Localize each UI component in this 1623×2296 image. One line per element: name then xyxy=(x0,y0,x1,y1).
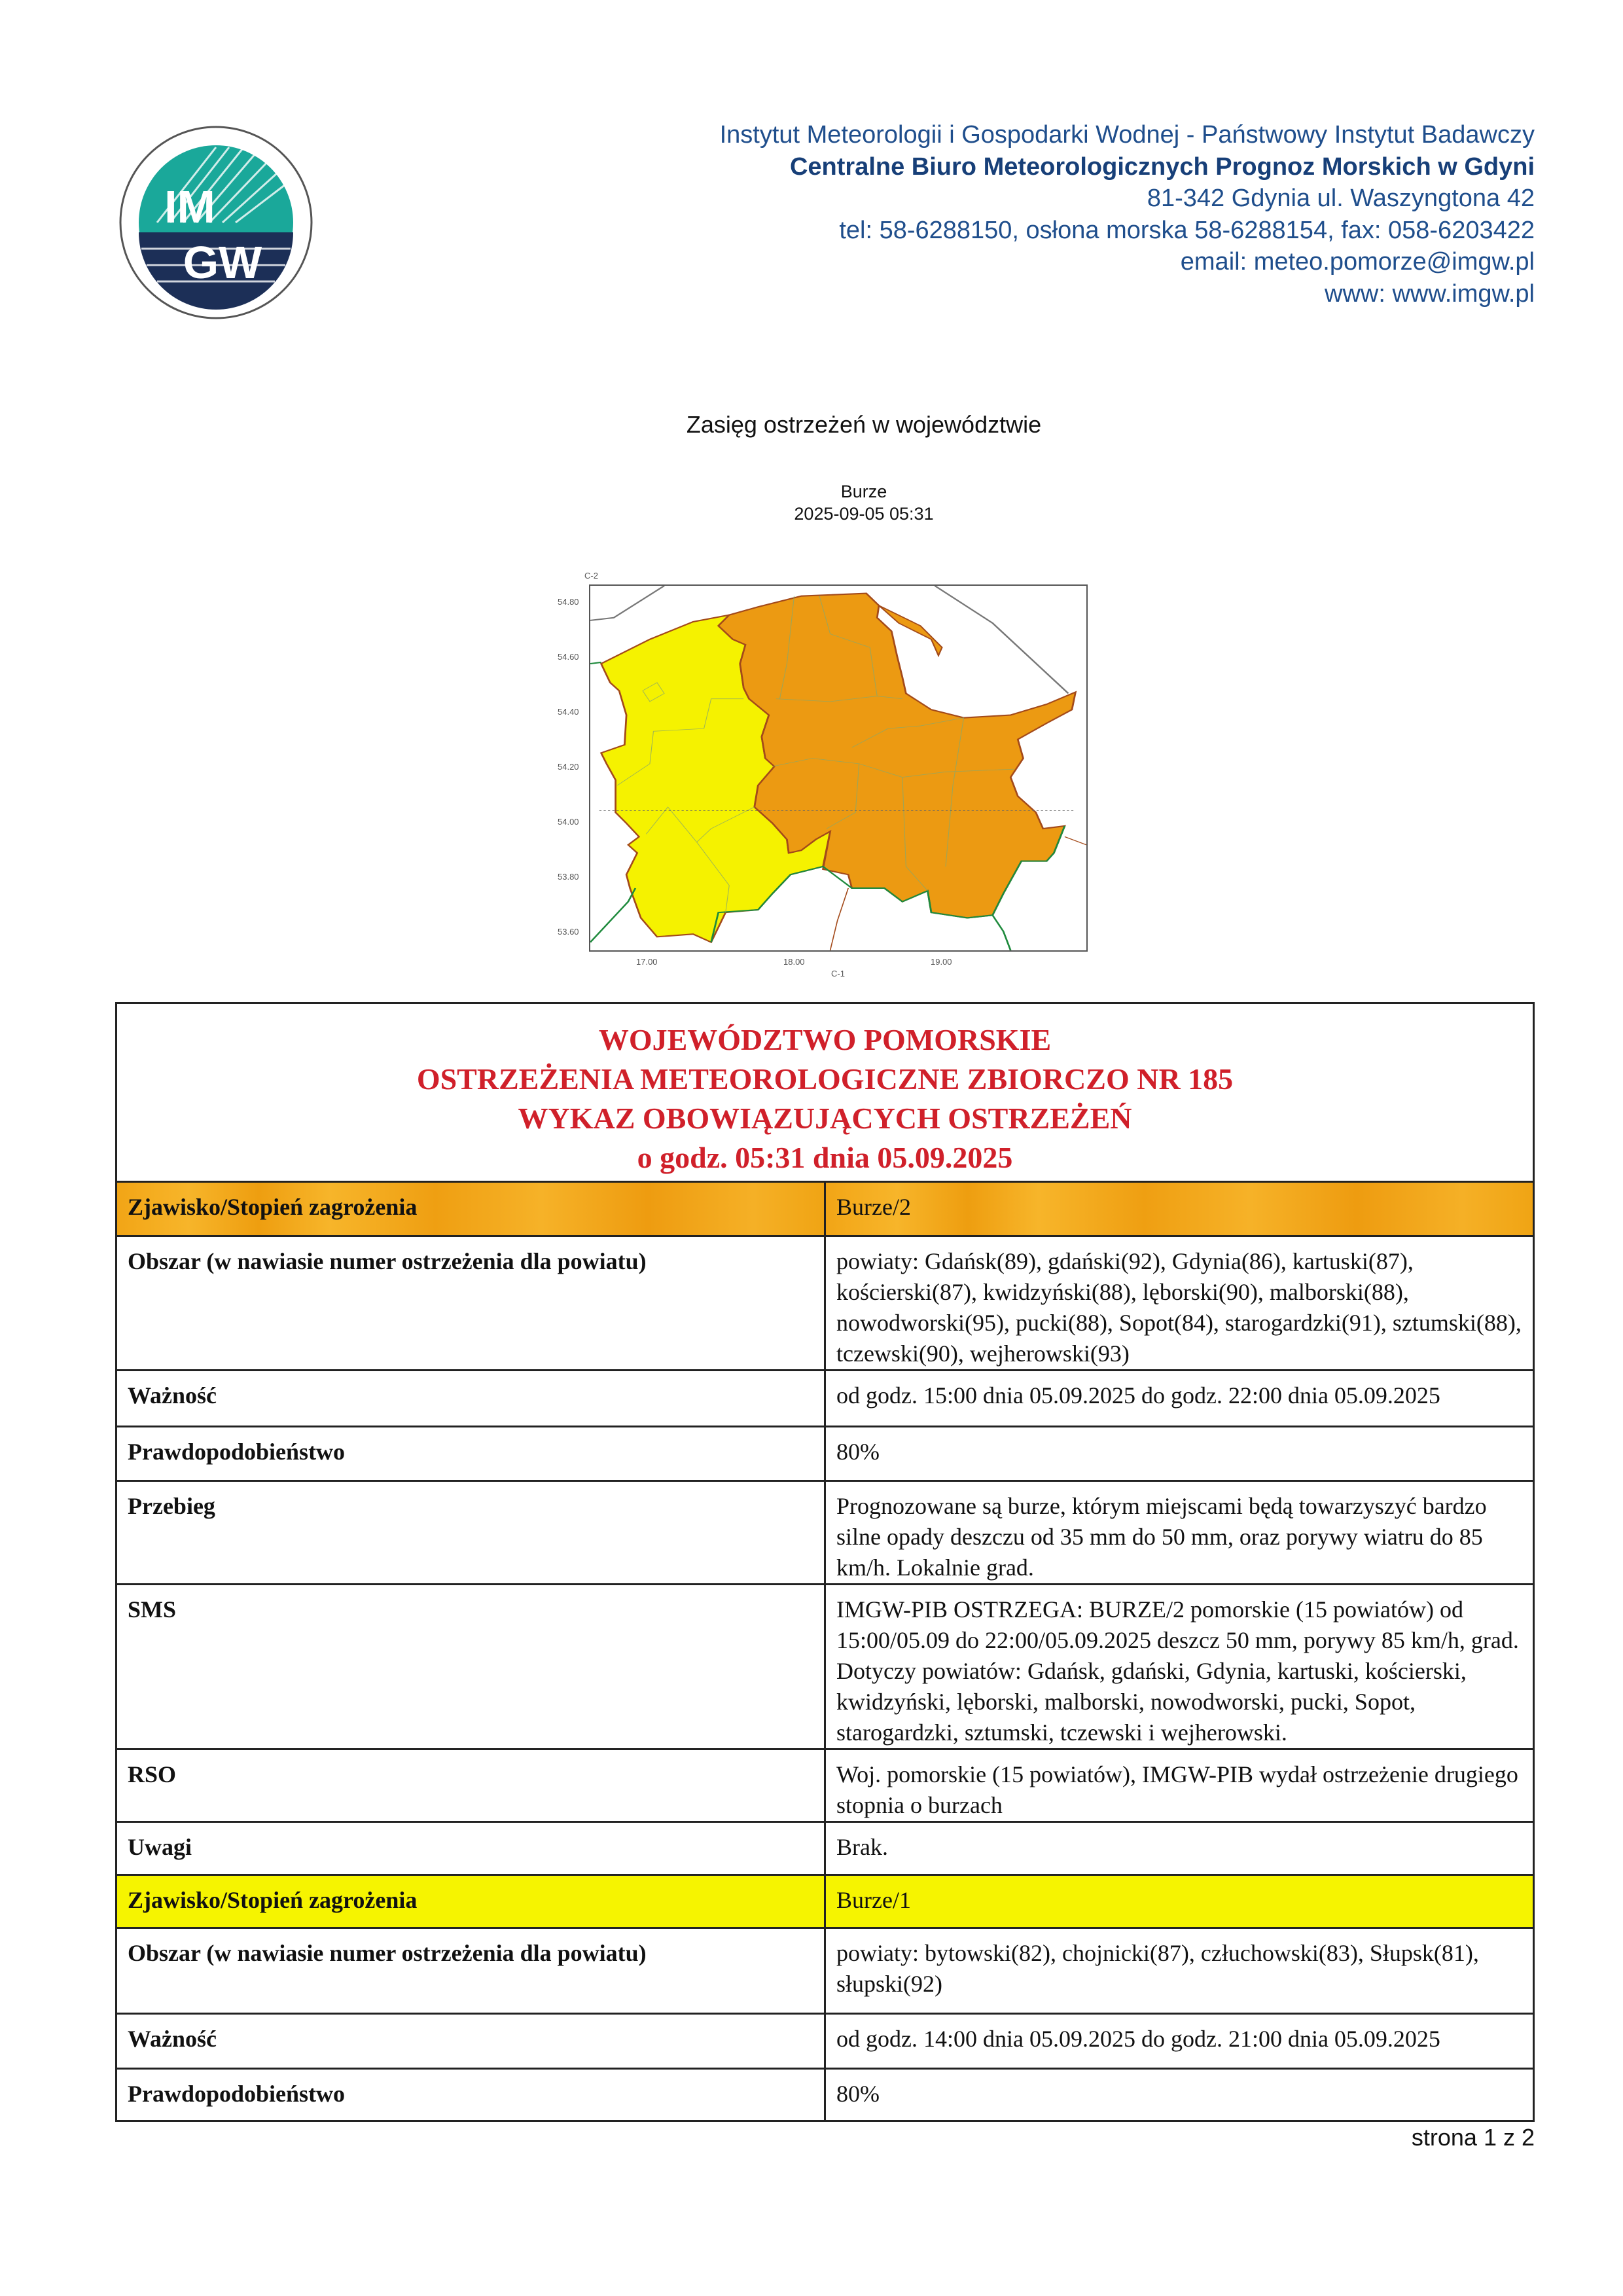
row-label: Prawdopodobieństwo xyxy=(116,2069,825,2121)
table-row xyxy=(116,1928,1534,2014)
table-row xyxy=(116,1749,1534,1822)
row-label: Zjawisko/Stopień zagrożenia xyxy=(116,1182,825,1236)
title-line: WOJEWÓDZTWO POMORSKIE xyxy=(598,1023,1052,1056)
map-x-tick: 17.00 xyxy=(636,957,658,967)
row-value: od godz. 14:00 dnia 05.09.2025 do godz. 21:00 dnia 05.09.2025 xyxy=(825,2014,1534,2069)
row-value: 80% xyxy=(825,2069,1534,2121)
map-phenomenon: Burze xyxy=(840,482,887,501)
table-row xyxy=(116,1875,1534,1928)
table-row xyxy=(116,1585,1534,1749)
row-label: Obszar (w nawiasie numer ostrzeżenia dla powiatu) xyxy=(116,1928,825,2014)
institution-header xyxy=(720,119,1535,310)
table-row xyxy=(116,1371,1534,1427)
table-row xyxy=(116,1182,1534,1236)
table-row xyxy=(116,1236,1534,1371)
table-row xyxy=(116,1822,1534,1875)
map-y-axis-label: C-2 xyxy=(584,571,598,581)
row-label: Obszar (w nawiasie numer ostrzeżenia dla powiatu) xyxy=(116,1236,825,1371)
row-label: Prawdopodobieństwo xyxy=(116,1427,825,1481)
row-label: Zjawisko/Stopień zagrożenia xyxy=(116,1875,825,1928)
row-label: Przebieg xyxy=(116,1481,825,1585)
map-x-axis-label: C-1 xyxy=(831,969,845,978)
table-title-row xyxy=(116,1003,1534,1182)
map-y-tick: 53.80 xyxy=(558,872,579,882)
address: 81-342 Gdynia ul. Waszyngtona 42 xyxy=(1147,185,1535,212)
email: email: meteo.pomorze@imgw.pl xyxy=(1180,248,1535,276)
row-value: Brak. xyxy=(825,1822,1534,1875)
table-row xyxy=(116,1427,1534,1481)
map-y-tick: 54.20 xyxy=(558,762,579,772)
map-subtitle xyxy=(0,480,1623,525)
table-row xyxy=(116,2014,1534,2069)
row-label: RSO xyxy=(116,1749,825,1822)
map-x-tick: 19.00 xyxy=(931,957,952,967)
title-line: WYKAZ OBOWIĄZUJĄCYCH OSTRZEŻEŃ xyxy=(518,1102,1132,1135)
row-label: SMS xyxy=(116,1585,825,1749)
table-row xyxy=(116,1481,1534,1585)
table-row xyxy=(116,2069,1534,2121)
map-y-tick: 54.80 xyxy=(558,597,579,607)
row-label: Ważność xyxy=(116,1371,825,1427)
row-label: Uwagi xyxy=(116,1822,825,1875)
warning-map xyxy=(589,584,1088,952)
row-value: IMGW-PIB OSTRZEGA: BURZE/2 pomorskie (15 powiatów) od 15:00/05.09 do 22:00/05.09.2025 deszcz 50 mm, porywy 85 km/h, grad. Dotyczy powiatów: Gdańsk, gdański, Gdynia, kartuski, kościerski, kwidzyński, lęborski, malborski, nowodworski, pucki, Sopot, starogardzki, sztumski, tczewski i wejherowski. xyxy=(825,1585,1534,1749)
institute-name: Instytut Meteorologii i Gospodarki Wodnej - Państwowy Instytut Badawczy xyxy=(719,121,1535,149)
row-value: od godz. 15:00 dnia 05.09.2025 do godz. 22:00 dnia 05.09.2025 xyxy=(825,1371,1534,1427)
map-x-tick: 18.00 xyxy=(783,957,805,967)
row-value: 80% xyxy=(825,1427,1534,1481)
map-y-tick: 54.40 xyxy=(558,707,579,717)
map-y-tick: 54.60 xyxy=(558,652,579,662)
row-label: Ważność xyxy=(116,2014,825,2069)
phone: tel: 58-6288150, osłona morska 58-6288154, fax: 058-6203422 xyxy=(839,216,1535,244)
row-value: powiaty: Gdańsk(89), gdański(92), Gdynia(86), kartuski(87), kościerski(87), kwidzyński(88), lęborski(90), malborski(88), nowodworski(95), pucki(88), Sopot(84), starogardzki(91), sztumski(88), tczewski(90), wejherowski(93) xyxy=(825,1236,1534,1371)
map-y-tick: 53.60 xyxy=(558,927,579,937)
row-value: powiaty: bytowski(82), chojnicki(87), człuchowski(83), Słupsk(81), słupski(92) xyxy=(825,1928,1534,2014)
row-value: Woj. pomorskie (15 powiatów), IMGW-PIB wydał ostrzeżenie drugiego stopnia o burzach xyxy=(825,1749,1534,1822)
row-value: Burze/1 xyxy=(825,1875,1534,1928)
svg-text:IM: IM xyxy=(164,181,215,232)
row-value: Prognozowane są burze, którym miejscami będą towarzyszyć bardzo silne opady deszczu od 35 mm do 50 mm, oraz porywy wiatru do 85 km/h. Lokalnie grad. xyxy=(825,1481,1534,1585)
table-title xyxy=(116,1003,1534,1182)
imgw-logo xyxy=(118,124,314,321)
title-line: o godz. 05:31 dnia 05.09.2025 xyxy=(637,1141,1013,1174)
svg-text:GW: GW xyxy=(183,237,262,288)
warnings-table xyxy=(115,1002,1535,2122)
map-y-tick: 54.00 xyxy=(558,817,579,827)
office-name: Centralne Biuro Meteorologicznych Prognoz Morskich w Gdyni xyxy=(789,152,1535,181)
page-number: strona 1 z 2 xyxy=(1411,2124,1535,2151)
website: www: www.imgw.pl xyxy=(1325,279,1535,308)
title-line: OSTRZEŻENIA METEOROLOGICZNE ZBIORCZO NR 185 xyxy=(416,1062,1234,1096)
map-title: Zasięg ostrzeżeń w województwie xyxy=(686,411,1042,438)
map-datetime: 2025-09-05 05:31 xyxy=(794,504,934,524)
row-value: Burze/2 xyxy=(825,1182,1534,1236)
